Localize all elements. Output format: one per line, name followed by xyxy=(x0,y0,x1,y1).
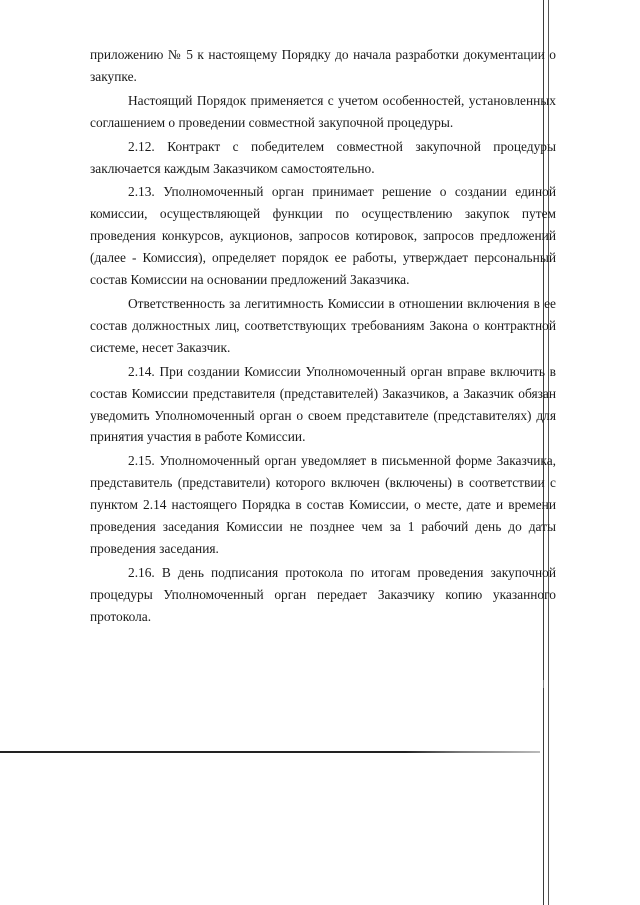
scan-horizontal-line xyxy=(0,751,540,753)
paragraph-2-13: 2.13. Уполномоченный орган принимает решение о создании единой комиссии, осуществляющей функции по осуществлению закупок путем проведения конкурсов, аукционов, запросов котировок, запросов предложений (далее - Комиссия), определяет порядок ее работы, утверждает персональный состав Комиссии на основании предложений Заказчика. xyxy=(90,184,556,288)
paragraph-2-16: 2.16. В день подписания протокола по итогам проведения закупочной процедуры Уполномоченный орган передает Заказчику копию указанного протокола. xyxy=(90,564,556,624)
paragraph-order-application: Настоящий Порядок применяется с учетом особенностей, установленных соглашением о проведении совместной закупочной процедуры. xyxy=(90,92,556,130)
paragraph-2-12: 2.12. Контракт с победителем совместной закупочной процедуры заключается каждым Заказчиком самостоятельно. xyxy=(90,138,556,176)
paragraph-2-15: 2.15. Уполномоченный орган уведомляет в письменной форме Заказчика, представитель (представители) которого включен (включены) в соответствии с пунктом 2.14 настоящего Порядка в состав Комиссии, о месте, дате и времени проведения заседания Комиссии не позднее чем за 1 рабочий день до даты проведения заседания. xyxy=(90,453,556,556)
paragraph-continuation: приложению № 5 к настоящему Порядку до начала разработки документации о закупке. xyxy=(90,47,556,84)
paragraph-commission-responsibility: Ответственность за легитимность Комиссии в отношении включения в ее состав должностных лиц, соответствующих требованиям Закона о контрактной системе, несет Заказчик. xyxy=(90,295,556,355)
paragraph-2-14: 2.14. При создании Комиссии Уполномоченный орган вправе включить в состав Комиссии представителя (представителей) Заказчиков, а Заказчик обязан уведомить Уполномоченный орган о своем представителе (представителях) для принятия участия в работе Комиссии. xyxy=(90,363,556,445)
scan-artifact-mark xyxy=(543,680,544,688)
document-body xyxy=(90,44,556,630)
